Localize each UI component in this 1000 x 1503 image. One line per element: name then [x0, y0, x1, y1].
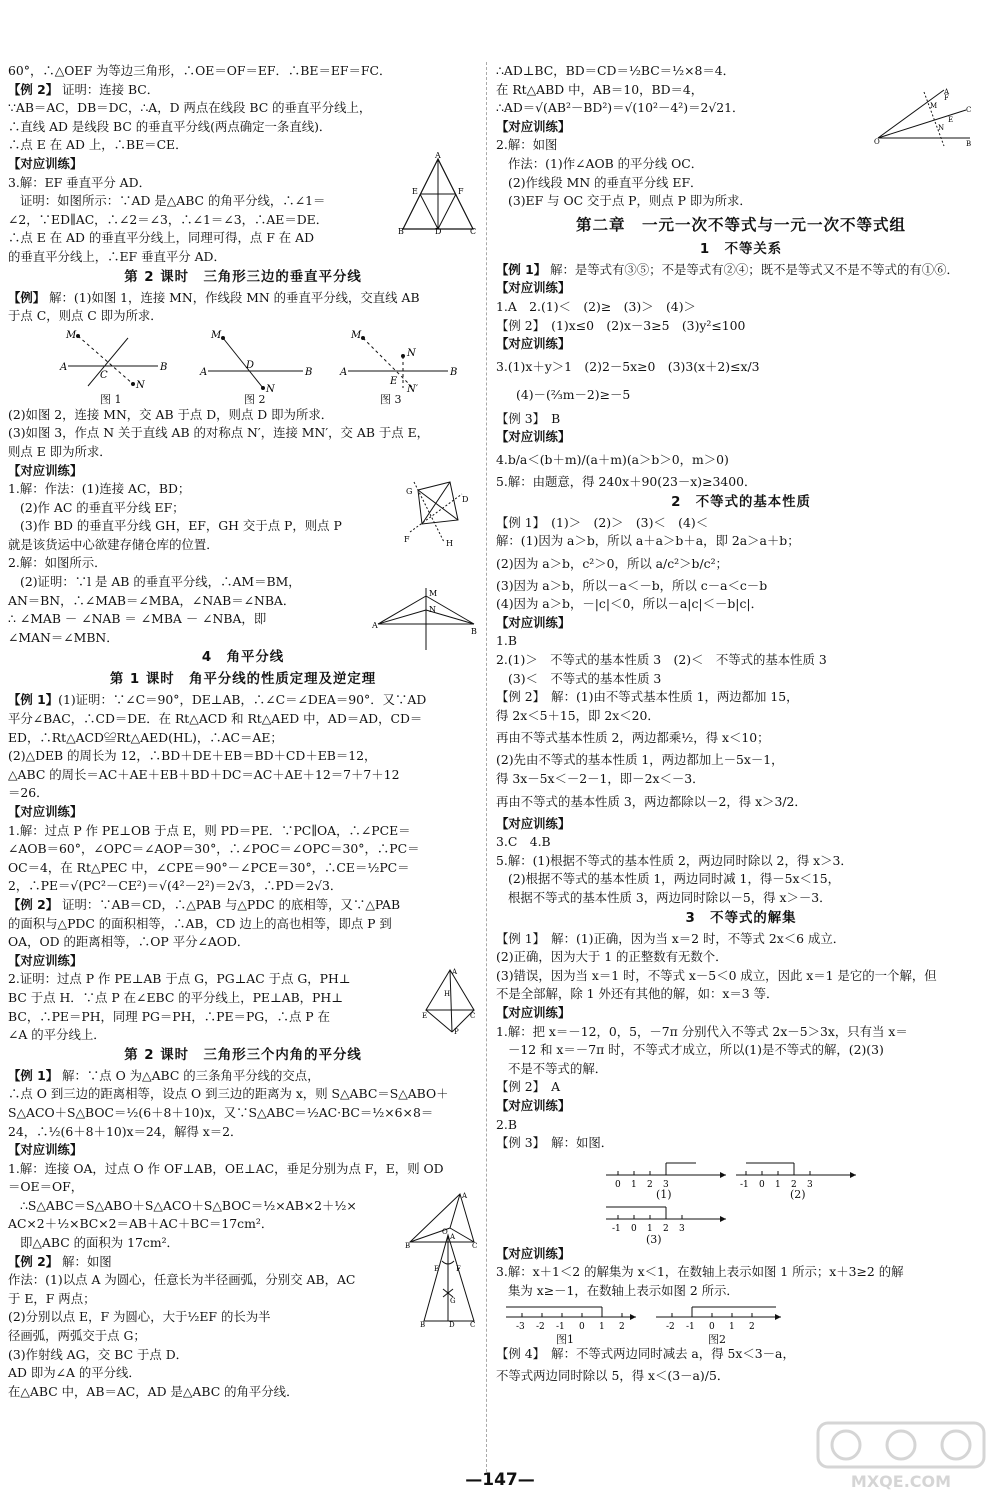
text-line: 【例 3】 B: [496, 410, 561, 426]
svg-text:0: 0: [709, 1321, 715, 1332]
svg-text:N: N: [407, 347, 416, 359]
text-line: (3)错误，因为当 x＝1 时，不等式 x－5＜0 成立，因此 x＝1 是它的一个解，但: [496, 967, 937, 983]
text-line: 1.解：把 x＝－12，0，5，－7π 分别代入不等式 2x－5＞3x，只有当 x＝: [496, 1023, 908, 1039]
svg-text:N: N: [266, 383, 275, 395]
text-line: 作法：(1)作∠AOB 的平分线 OC．: [508, 155, 704, 171]
example-1: [8, 1067, 478, 1086]
svg-text:B: B: [398, 226, 404, 236]
text-line: BC 于点 H．∵点 P 在∠EBC 的平分线上，PE⊥AB，PH⊥: [8, 989, 343, 1005]
text-line: 5.解：(1)根据不等式的基本性质 2，两边同时除以 2，得 x＞3．: [496, 852, 853, 868]
section-heading: 3 不等式的解集: [685, 910, 797, 926]
text-line: OC＝4，在 Rt△PEC 中，∠CPE＝90°－∠PCE＝30°，∴CE＝½PC＝: [8, 859, 410, 875]
text-line: △ABC 的周长＝AC＋AE＋EB＋BD＋DC＝AC＋AE＋12＝7＋7＋12: [8, 766, 400, 782]
text-line: AN＝BN，∴∠MAB＝∠MBA，∠NAB＝∠NBA．: [8, 592, 296, 608]
example-2: [8, 896, 478, 915]
text-line: (3)＜ 不等式的基本性质 3: [508, 670, 662, 686]
text-line: 在 Rt△ABD 中，AB＝10，BD＝4，: [496, 81, 704, 97]
text-line: 【例 2】 解：(1)由不等式基本性质 1，两边都加 15，: [496, 689, 799, 705]
figure-caption: 图 2: [244, 392, 266, 406]
example-tag: 【例 2】: [8, 896, 59, 912]
svg-text:N: N: [938, 124, 945, 133]
text-line: 3.(1)x＋y＞1 (2)2－5x≥0 (3)3(x＋2)≤x/3: [496, 358, 760, 374]
text-line: (4)－(⅔m－2)≥－5: [516, 386, 631, 402]
svg-text:2: 2: [749, 1321, 755, 1332]
text-line: 根据不等式的基本性质 3，两边同时除以－5，得 x＞－3．: [508, 890, 832, 905]
isosceles-bisector-figure: [420, 1231, 478, 1330]
svg-text:B: B: [160, 361, 168, 373]
example: [8, 289, 478, 308]
svg-text:H: H: [444, 990, 451, 999]
text-line: (3)EF 与 OC 交于点 P，则点 P 即为所求．: [508, 193, 752, 209]
text-line: 则点 E 即为所求．: [8, 443, 112, 459]
svg-text:0: 0: [759, 1179, 765, 1190]
text-line: 【例 2】 A: [496, 1079, 561, 1095]
svg-text:1: 1: [647, 1223, 653, 1234]
svg-text:N: N: [429, 605, 436, 615]
perpendicular-line-figure: [374, 586, 478, 652]
text-line: ∴ ∠MAB － ∠NAB ＝ ∠MBA － ∠NBA，即: [8, 611, 267, 627]
text-line: 2.(1)＞ 不等式的基本性质 3 (2)＜ 不等式的基本性质 3: [496, 652, 827, 668]
text-line: －12 和 x＝－7π 时，不等式才成立，所以(1)是不等式的解，(2)(3): [508, 1042, 884, 1058]
svg-text:B: B: [450, 366, 458, 378]
training-u2-block: [8, 970, 478, 1044]
training-heading: 【对应训练】: [496, 614, 571, 630]
text-line: (2)因为 a＞b，c²＞0，所以 a/c²＞b/c²；: [496, 555, 728, 571]
training-v1-block: [8, 1160, 478, 1253]
number-lines: [496, 1153, 986, 1245]
figure-caption: (2): [790, 1187, 806, 1201]
text-line: 作法：(1)以点 A 为圆心，任意长为半径画弧，分别交 AB，AC: [8, 1272, 356, 1288]
svg-text:F: F: [404, 535, 410, 545]
svg-text:O: O: [874, 138, 880, 147]
text-line: BC，∴PE＝PH，同理 PG＝PH，∴PE＝PG，∴点 P 在: [8, 1008, 330, 1024]
text-line: (2)先由不等式的基本性质 1，两边都加上－5x－1，: [496, 752, 784, 768]
text-line: ∴点 E 在 AD 的垂直平分线上，同理可得，点 F 在 AD: [8, 230, 315, 246]
training-1-2-block: [8, 480, 478, 647]
svg-text:1: 1: [775, 1179, 781, 1190]
text-line: 5.解：由题意，得 240x＋90(23－x)≥3400．: [496, 473, 757, 489]
text-line: 【例 2】 (1)x≤0 (2)x－3≥5 (3)y²≤100: [496, 317, 746, 333]
svg-text:1: 1: [599, 1321, 605, 1332]
training-heading: 【对应训练】: [496, 1245, 571, 1261]
text-line: 得 2x＜5＋15，即 2x＜20．: [496, 707, 660, 723]
lesson-heading: 第 2 课时 三角形三边的垂直平分线: [124, 269, 362, 285]
text-line: (2)△DEB 的周长为 12，∴BD＋DE＋EB＝BD＋CD＋EB＝12，: [8, 748, 377, 764]
example-tag: 【例】: [8, 289, 46, 305]
text-line: 1.解：过点 P 作 PE⊥OB 于点 E，则 PD＝PE．∵PC∥OA，∴∠PCE＝: [8, 822, 411, 838]
text-line: 24，∴½(6＋8＋10)x＝24，解得 x＝2．: [8, 1123, 243, 1139]
text-line: 在△ABC 中，AB＝AC，AD 是△ABC 的角平分线．: [8, 1383, 299, 1399]
svg-text:M: M: [930, 102, 938, 111]
figure-caption: (3): [646, 1232, 662, 1246]
text-line: ∴AD⊥BC，BD＝CD＝½BC＝½×8＝4．: [496, 63, 736, 78]
text-line: 于 E，F 两点；: [8, 1290, 96, 1306]
training-heading: 【对应训练】: [496, 429, 571, 445]
example-1: [496, 261, 986, 280]
svg-text:2: 2: [647, 1179, 653, 1190]
text-line: 3.解：x＋1＜2 的解集为 x＜1，在数轴上表示如图 1 所示；x＋3≥2 的解: [496, 1264, 904, 1280]
text-line: 于点 C，则点 C 即为所求．: [8, 308, 163, 324]
figure-caption: 图1: [556, 1332, 574, 1346]
text-line: 解：如图: [62, 1253, 112, 1269]
figure-caption: 图 1: [100, 392, 122, 406]
perpendicular-bisector-figures: [8, 326, 478, 406]
training-heading: 【对应训练】: [8, 804, 83, 819]
svg-text:D: D: [435, 226, 442, 236]
text-line: (4)因为 a＞b，－|c|＜0，所以－a|c|＜－b|c|．: [496, 596, 763, 612]
svg-text:C: C: [472, 1241, 478, 1250]
figure-caption: 图2: [708, 1332, 726, 1346]
svg-text:P: P: [454, 1028, 459, 1037]
svg-text:A: A: [200, 366, 208, 378]
text-line: 4.b/a＜(b＋m)/(a＋m)(a＞b＞0，m＞0): [496, 451, 729, 467]
svg-text:A: A: [944, 88, 950, 97]
example-2: [8, 1253, 478, 1272]
section-heading: 4 角平分线: [201, 650, 285, 666]
svg-text:3: 3: [807, 1179, 813, 1190]
text-line: ∴点 O 到三边的距离相等，设点 O 到三边的距离为 x，则 S△ABC＝S△ABO＋: [8, 1086, 449, 1102]
column-divider: [486, 62, 487, 1472]
svg-text:2: 2: [791, 1179, 797, 1190]
svg-text:B: B: [471, 627, 477, 637]
svg-text:B: B: [305, 366, 313, 378]
text-line: ∵AB＝AC，DB＝DC，∴A，D 两点在线段 BC 的垂直平分线上，: [8, 100, 372, 116]
svg-text:C: C: [966, 106, 972, 115]
text-line: ∠2，∵ED∥AC，∴∠2＝∠3，∴∠1＝∠3，∴AE＝DE．: [8, 211, 329, 227]
number-line-figures: [496, 1153, 986, 1245]
svg-text:3: 3: [679, 1223, 685, 1234]
svg-text:C: C: [470, 226, 477, 236]
text-line: 不是不等式的解．: [508, 1060, 608, 1076]
text-line: (3)作射线 AG，交 BC 于点 D．: [8, 1346, 189, 1362]
training-heading: 【对应训练】: [8, 1142, 83, 1158]
svg-text:N: N: [136, 379, 145, 391]
svg-text:-3: -3: [516, 1321, 525, 1332]
text-line: ∴S△ABC＝S△ABO＋S△ACO＋S△BOC＝½×AB×2＋½×: [20, 1197, 357, 1213]
text-line: 即△ABC 的面积为 17cm²．: [20, 1235, 179, 1251]
svg-text:E: E: [390, 375, 398, 387]
svg-text:F: F: [944, 94, 949, 103]
text-line: (3)作 BD 的垂直平分线 GH，EF，GH 交于点 P，则点 P: [20, 518, 342, 534]
svg-text:B: B: [405, 1241, 411, 1250]
example-tag: 【例 2】: [8, 81, 59, 97]
section-heading: 2 不等式的基本性质: [671, 494, 811, 510]
text-line: 2.解：如图所示．: [8, 555, 107, 571]
text-line: 3.C 4.B: [496, 834, 551, 850]
svg-text:0: 0: [631, 1223, 637, 1234]
svg-text:O: O: [442, 1227, 448, 1236]
text-line: 就是该货运中心欲建存储仓库的位置．: [8, 536, 219, 552]
training-heading: 【对应训练】: [496, 1004, 571, 1020]
example-tag: 【例 1】: [8, 1067, 59, 1083]
svg-text:D: D: [246, 359, 255, 371]
svg-text:-1: -1: [612, 1223, 621, 1234]
text-line: (2)作 AC 的垂直平分线 EF；: [20, 499, 185, 515]
svg-text:0: 0: [615, 1179, 621, 1190]
text-line: 1.B: [496, 633, 517, 649]
text-line: ∠A 的平分线上．: [8, 1027, 106, 1043]
text-line: 解：(1)因为 a＞b，所以 a＋a＞b＋a，即 2a＞a＋b；: [496, 533, 800, 549]
example-tag: 【例 1】: [8, 692, 59, 708]
svg-text:A: A: [340, 366, 348, 378]
watermark-text: MXQE.COM: [850, 1472, 952, 1491]
svg-text:-2: -2: [666, 1321, 675, 1332]
text-line: (2)如图 2，连接 MN，交 AB 于点 D，则点 D 即为所求．: [8, 406, 334, 422]
text-line: 解：∵点 O 为△ABC 的三条角平分线的交点，: [62, 1067, 320, 1083]
text-line: 证明：如图所示：∵AD 是△ABC 的角平分线，∴∠1＝: [20, 193, 326, 209]
svg-text:A: A: [60, 361, 68, 373]
angle-bisector-construction-figure: [874, 86, 974, 149]
chapter-heading: 第二章 一元一次不等式与一元一次不等式组: [575, 215, 906, 234]
svg-text:1: 1: [631, 1179, 637, 1190]
example-2: [8, 81, 478, 100]
text-line: 2.解：如图: [496, 137, 558, 153]
page-number: —147—: [465, 1470, 535, 1490]
text-line: 60°，∴△OEF 为等边三角形，∴OE＝OF＝EF．∴BE＝EF＝FC．: [8, 63, 392, 78]
text-line: (3)因为 a＞b，所以－a＜－b，所以 c－a＜c－b: [496, 577, 768, 593]
lesson-heading: 第 1 课时 角平分线的性质定理及逆定理: [109, 672, 377, 688]
svg-text:G: G: [450, 1297, 456, 1306]
svg-text:N′: N′: [407, 383, 419, 395]
text-line: (1)证明：∵∠C＝90°，DE⊥AB，∴∠C＝∠DEA＝90°．又∵AD: [58, 692, 427, 708]
text-line: 1.解：连接 OA，过点 O 作 OF⊥AB，OE⊥AC，垂足分别为点 F，E，则 OD: [8, 1160, 444, 1176]
training-heading: 【对应训练】: [8, 155, 83, 171]
svg-text:1: 1: [729, 1321, 735, 1332]
text-line: (2)证明：∵l 是 AB 的垂直平分线，∴AM＝BM，: [20, 574, 301, 590]
svg-text:E: E: [434, 1265, 440, 1274]
text-line: (2)正确，因为大于 1 的正整数有无数个．: [496, 949, 728, 965]
left-column: [8, 62, 478, 1401]
svg-text:E: E: [948, 116, 954, 125]
text-line: 再由不等式的基本性质 3，两边都除以－2，得 x＞3/2．: [496, 793, 807, 809]
text-line: 再由不等式基本性质 2，两边都乘½，得 x＜10；: [496, 730, 770, 746]
solution-set-figures: [496, 1301, 986, 1345]
text-line: ∴直线 AD 是线段 BC 的垂直平分线(两点确定一条直线)．: [8, 118, 332, 134]
example-1: [8, 691, 478, 710]
svg-text:B: B: [420, 1321, 426, 1330]
text-line: 1.A 2.(1)＜ (2)≥ (3)＞ (4)＞: [496, 298, 696, 314]
text-line: 证明：∵AB＝CD，∴△PAB 与△PDC 的底相等，又∵△PAB: [62, 896, 401, 912]
text-line: ∴点 E 在 AD 上，∴BE＝CE．: [8, 137, 188, 153]
example-tag: 【例 1】: [496, 261, 547, 277]
figure-1-2-3: [8, 326, 478, 406]
text-line: 【例 1】 解：(1)正确，因为当 x＝2 时，不等式 2x＜6 成立．: [496, 930, 846, 946]
svg-text:E: E: [422, 1012, 428, 1021]
svg-text:3: 3: [663, 1179, 669, 1190]
text-line: S△ACO＋S△BOC＝½(6＋8＋10)x，又∵S△ABC＝½AC·BC＝½×6×8＝: [8, 1104, 434, 1120]
text-line: 解：是等式有③⑤；不是等式有②④；既不是等式又不是不等式的有①⑥．: [550, 261, 959, 277]
svg-text:M: M: [351, 329, 362, 341]
text-line: 的垂直平分线上，∴EF 垂直平分 AD．: [8, 248, 226, 264]
text-line: ED，∴Rt△ACD≌Rt△AED(HL)，∴AC＝AE；: [8, 729, 283, 745]
lesson-heading: 第 2 课时 三角形三个内角的平分线: [124, 1047, 362, 1063]
svg-text:F: F: [458, 186, 464, 196]
text-line: 不是全部解，除 1 外还有其他的解，如：x＝3 等．: [496, 986, 779, 1002]
svg-text:A: A: [435, 150, 441, 160]
text-line: (2)分别以点 E，F 为圆心，大于½EF 的长为半: [8, 1309, 271, 1325]
svg-text:B: B: [966, 140, 972, 149]
svg-text:D: D: [462, 495, 469, 505]
text-line: 的面积与△PDC 的面积相等，∴AB，CD 边上的高也相等，即点 P 到: [8, 915, 392, 931]
section-heading: 1 不等关系: [699, 241, 783, 257]
angle-bisector-figure: [422, 966, 478, 1036]
svg-text:0: 0: [579, 1321, 585, 1332]
text-line: 【例 4】 解：不等式两边同时减去 a，得 5x＜3－a，: [496, 1345, 795, 1361]
svg-text:-1: -1: [740, 1179, 749, 1190]
svg-text:C: C: [470, 1012, 476, 1021]
watermark-logo: [816, 1421, 986, 1493]
text-line: 不等式两边同时除以 5，得 x＜(3－a)/5．: [496, 1368, 730, 1384]
text-line: 3.解：EF 垂直平分 AD．: [8, 174, 151, 190]
text-line: 径画弧，两弧交于点 G；: [8, 1328, 146, 1344]
svg-text:A: A: [450, 1233, 456, 1242]
training-heading: 【对应训练】: [8, 462, 83, 478]
text-line: AC×2＋½×BC×2＝AB＋AC＋BC＝17cm²．: [8, 1216, 274, 1232]
triangle-figure: [398, 150, 478, 236]
text-line: 2.B: [496, 1116, 517, 1132]
svg-text:A: A: [372, 621, 378, 631]
text-line: 2.证明：过点 P 作 PE⊥AB 于点 G，PG⊥AC 于点 G，PH⊥: [8, 971, 351, 987]
text-line: OA，OD 的距离相等，∴OP 平分∠AOD．: [8, 934, 250, 950]
text-line: AD 即为∠A 的平分线．: [8, 1365, 141, 1381]
text-line: 得 3x－5x＜－2－1，即－2x＜－3．: [496, 771, 705, 787]
svg-text:C: C: [100, 369, 108, 381]
text-line: ∠AOB＝60°，∠OPC＝∠AOP＝30°，∴∠POC＝∠OPC＝30°，∴PC＝: [8, 841, 420, 857]
svg-text:-2: -2: [536, 1321, 545, 1332]
svg-text:2: 2: [619, 1321, 625, 1332]
warehouse-figure: [400, 472, 472, 548]
text-line: 证明：连接 BC．: [62, 81, 160, 97]
text-line: ＝OE＝OF，: [8, 1179, 84, 1195]
text-line: ∴AD＝√(AB²－BD²)＝√(10²－4²)＝2√21．: [496, 100, 745, 116]
svg-text:2: 2: [663, 1223, 669, 1234]
example-tag: 【例 2】: [8, 1253, 59, 1269]
svg-text:M: M: [211, 329, 222, 341]
text-line: 1.解：作法：(1)连接 AC，BD；: [8, 481, 191, 497]
text-line: 集为 x≥－1，在数轴上表示如图 2 所示．: [508, 1282, 739, 1298]
svg-text:F: F: [456, 1265, 461, 1274]
text-line: 平分∠BAC，∴CD＝DE．在 Rt△ACD 和 Rt△AED 中，AD＝AD，CD＝: [8, 711, 423, 727]
right-column: [496, 62, 986, 1389]
text-line: ∠MAN＝∠MBN．: [8, 629, 119, 645]
training-heading: 【对应训练】: [496, 118, 571, 134]
svg-text:-1: -1: [686, 1321, 695, 1332]
svg-text:M: M: [66, 329, 77, 341]
svg-text:M: M: [429, 589, 438, 599]
training-heading: 【对应训练】: [496, 280, 571, 296]
figure-caption: (1): [656, 1187, 672, 1201]
text-line: 【例 1】 (1)＞ (2)＞ (3)＜ (4)＜: [496, 514, 709, 530]
training-heading: 【对应训练】: [496, 815, 571, 831]
svg-text:D: D: [449, 1321, 455, 1330]
text-line: (2)根据不等式的基本性质 1，两边同时减 1，得－5x＜15，: [508, 871, 841, 887]
svg-text:G: G: [406, 487, 413, 497]
svg-text:H: H: [446, 539, 453, 549]
text-line: ＝26．: [8, 785, 49, 801]
svg-text:A: A: [452, 968, 458, 977]
text-line: 【例 3】 解：如图．: [496, 1135, 614, 1151]
svg-text:E: E: [412, 186, 418, 196]
figure-caption: 图 3: [380, 392, 402, 406]
training-heading: 【对应训练】: [496, 336, 571, 352]
svg-text:-1: -1: [556, 1321, 565, 1332]
text-line: (3)如图 3，作点 N 关于直线 AB 的对称点 N′，连接 MN′，交 AB 于点 E，: [8, 425, 430, 441]
text-line: 解：(1)如图 1，连接 MN，作线段 MN 的垂直平分线，交直线 AB: [49, 289, 420, 305]
svg-text:C: C: [470, 1321, 476, 1330]
training-heading: 【对应训练】: [8, 952, 83, 968]
text-line: 2，∴PE＝√(PC²－CE²)＝√(4²－2²)＝2√3，∴PD＝2√3．: [8, 878, 343, 894]
text-line: (2)作线段 MN 的垂直平分线 EF．: [508, 174, 703, 190]
training-heading: 【对应训练】: [496, 1097, 571, 1113]
svg-text:A: A: [462, 1191, 468, 1200]
